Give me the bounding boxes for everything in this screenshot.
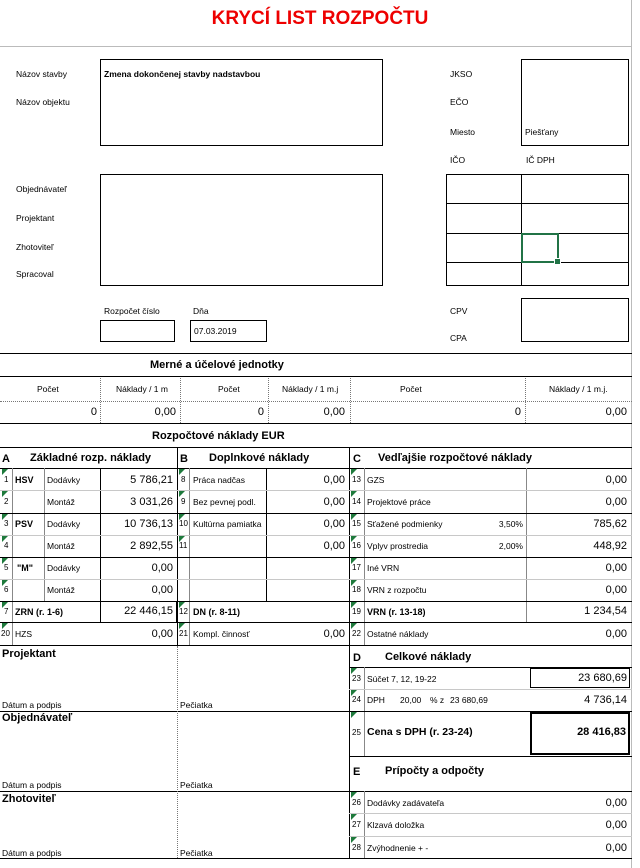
- comment-marker: [351, 514, 357, 520]
- row-num-26: 26: [352, 798, 361, 807]
- row-13-label: GZS: [367, 475, 385, 485]
- row-6-value: 0,00: [151, 584, 173, 596]
- row-num-2: 2: [4, 497, 9, 506]
- naklady1: Náklady / 1 m: [116, 384, 168, 394]
- comment-marker: [179, 491, 185, 497]
- comment-marker: [351, 536, 357, 542]
- row-23-value: 23 680,69: [578, 672, 627, 684]
- row-28-label: Zvýhodnenie + -: [367, 843, 429, 853]
- units-value-5: 0: [514, 406, 521, 418]
- kompl-label: Kompl. činnosť: [193, 629, 250, 639]
- comment-marker: [2, 491, 8, 497]
- section-c-title: Vedľajšie rozpočtové náklady: [378, 452, 533, 464]
- comment-marker: [351, 623, 357, 629]
- bottom-rule: [0, 858, 632, 859]
- comment-marker: [2, 580, 8, 586]
- row-15-value: 785,62: [593, 518, 627, 530]
- dph-rate: 20,00: [400, 695, 422, 705]
- row-26-value: 0,00: [605, 797, 627, 809]
- page-title: KRYCÍ LIST ROZPOČTU: [211, 8, 429, 29]
- eco-label: EČO: [450, 97, 469, 107]
- row-21-value: 0,00: [323, 628, 345, 640]
- row-num-25: 25: [352, 728, 361, 737]
- units-value-2: 0,00: [154, 406, 176, 418]
- row-num-6: 6: [4, 585, 9, 594]
- row-num-27: 27: [352, 820, 361, 829]
- ico-grid-divider: [521, 174, 522, 286]
- nazov-stavby-value: Zmena dokončenej stavby nadstavbou: [104, 69, 261, 79]
- pocet2: Počet: [218, 384, 240, 394]
- montaz-label: Montáž: [47, 541, 75, 551]
- row-16-label: Vplyv prostredia: [367, 541, 428, 551]
- montaz-label: Montáž: [47, 585, 75, 595]
- row-16-percent: 2,00%: [498, 541, 523, 551]
- row-rule-2: [0, 513, 632, 514]
- comment-marker: [179, 514, 185, 520]
- comment-marker: [351, 712, 357, 718]
- row-5-value: 0,00: [151, 562, 173, 574]
- ico-label: IČO: [450, 155, 466, 165]
- section-d-letter: D: [353, 652, 361, 664]
- row-num-11: 11: [179, 541, 188, 550]
- col-c-rule: [349, 447, 350, 858]
- miesto-value: Piešťany: [525, 127, 559, 137]
- m-label: "M": [17, 563, 34, 573]
- pocet1: Počet: [37, 384, 59, 394]
- peciatka-label: Pečiatka: [180, 780, 213, 790]
- row-23-label: Súčet 7, 12, 19-22: [367, 674, 437, 684]
- hsv-label: HSV: [15, 475, 34, 485]
- page-edge: [631, 0, 632, 868]
- hzs-label: HZS: [15, 629, 32, 639]
- zrn-label: ZRN (r. 1-6): [15, 607, 64, 617]
- c-val-rule: [526, 468, 527, 622]
- dodavky-label: Dodávky: [47, 519, 81, 529]
- cpv-label: CPV: [450, 306, 468, 316]
- row-17-value: 0,00: [605, 562, 627, 574]
- units-value-4: 0,00: [323, 406, 345, 418]
- row-num-21: 21: [179, 629, 188, 638]
- dph-z: % z: [430, 695, 445, 705]
- row-num-13: 13: [352, 475, 361, 484]
- row-17-label: Iné VRN: [367, 563, 400, 573]
- row-16-value: 448,92: [593, 540, 627, 552]
- montaz-label: Montáž: [47, 497, 75, 507]
- row-rule-6: [0, 601, 632, 602]
- row-num-19: 19: [352, 607, 361, 616]
- comment-marker: [2, 514, 8, 520]
- row-num-1: 1: [4, 475, 9, 484]
- ic-dph-label: IČ DPH: [526, 155, 555, 165]
- ico-grid-row1: [446, 203, 629, 204]
- comment-marker: [179, 536, 185, 542]
- row-9-label: Bez pevnej podl.: [193, 497, 256, 507]
- row-18-value: 0,00: [605, 584, 627, 596]
- dna-value: 07.03.2019: [194, 326, 237, 336]
- row-num-3: 3: [4, 519, 9, 528]
- comment-marker: [2, 623, 8, 629]
- naklady3: Náklady / 1 m.j.: [549, 384, 608, 394]
- row-num-17: 17: [352, 563, 361, 572]
- cpa-label: CPA: [450, 333, 467, 343]
- row-rule-4: [0, 557, 632, 558]
- row-num-18: 18: [352, 585, 361, 594]
- row-num-15: 15: [352, 519, 361, 528]
- row-num-7: 7: [4, 607, 9, 616]
- jkso-label: JKSO: [450, 69, 473, 79]
- row-15-label: Sťažené podmienky: [367, 519, 443, 529]
- row-num-5: 5: [4, 563, 9, 572]
- comment-marker: [351, 792, 357, 798]
- row-10-label: Kultúrna pamiatka: [193, 519, 262, 529]
- budget-title: Rozpočtové náklady EUR: [152, 430, 285, 442]
- units-title: Merné a účelové jednotky: [150, 359, 284, 371]
- comment-marker: [2, 536, 8, 542]
- parties-box[interactable]: [100, 174, 383, 286]
- row-4-value: 2 892,55: [130, 540, 173, 552]
- row-15-percent: 3,50%: [498, 519, 523, 529]
- row-1-value: 5 786,21: [130, 474, 173, 486]
- units-mid-rule: [0, 401, 632, 402]
- row-27-label: Klzavá doložka: [367, 820, 425, 830]
- section-header-rule: [0, 468, 632, 469]
- e-rule-2: [349, 813, 632, 814]
- comment-marker: [179, 602, 185, 608]
- row-num-24: 24: [352, 695, 361, 704]
- row-num-14: 14: [352, 497, 361, 506]
- comment-marker: [351, 469, 357, 475]
- datum-label: Dátum a podpis: [2, 848, 62, 858]
- row-num-9: 9: [181, 497, 186, 506]
- dodavky-label: Dodávky: [47, 563, 81, 573]
- units-value-6: 0,00: [605, 406, 627, 418]
- objednavatel-label: Objednávateľ: [16, 184, 67, 194]
- units-top-rule: [0, 353, 632, 354]
- col-b-rule: [177, 447, 178, 645]
- row-18-label: VRN z rozpočtu: [367, 585, 427, 595]
- e-num-rule: [364, 791, 365, 858]
- sig-rule-2: [0, 791, 350, 792]
- row-8-value: 0,00: [323, 474, 345, 486]
- psv-label: PSV: [15, 519, 34, 529]
- row-25-value: 28 416,83: [577, 726, 626, 738]
- row-22-label: Ostatné náklady: [367, 629, 429, 639]
- comment-marker: [179, 623, 185, 629]
- row-num-16: 16: [352, 541, 361, 550]
- row-rule-7: [0, 622, 632, 623]
- dna-label: Dňa: [193, 306, 209, 316]
- row-24-value: 4 736,14: [584, 694, 627, 706]
- ico-grid[interactable]: [446, 174, 629, 286]
- row-num-28: 28: [352, 843, 361, 852]
- naklady2: Náklady / 1 m.j: [282, 384, 339, 394]
- row-num-20: 20: [1, 629, 10, 638]
- row-num-8: 8: [181, 475, 186, 484]
- row-rule-8: [0, 645, 632, 646]
- peciatka-label: Pečiatka: [180, 700, 213, 710]
- row-13-value: 0,00: [605, 474, 627, 486]
- rozpocet-cislo-label: Rozpočet číslo: [104, 306, 160, 316]
- row-14-label: Projektové práce: [367, 497, 431, 507]
- comment-marker: [2, 602, 8, 608]
- dph-base: 23 680,69: [450, 695, 488, 705]
- row-7-value: 22 446,15: [124, 605, 173, 617]
- comment-marker: [351, 668, 357, 674]
- section-b-letter: B: [180, 453, 188, 465]
- datum-label: Dátum a podpis: [2, 700, 62, 710]
- section-e-title: Prípočty a odpočty: [385, 765, 485, 777]
- section-a-letter: A: [2, 453, 10, 465]
- units-value-3: 0: [257, 406, 264, 418]
- nazov-stavby-label: Názov stavby: [16, 69, 68, 79]
- row-num-22: 22: [352, 629, 361, 638]
- units-bottom-rule: [0, 423, 632, 424]
- miesto-label: Miesto: [450, 127, 476, 137]
- row-3-value: 10 736,13: [124, 518, 173, 530]
- projektant-label: Projektant: [16, 213, 55, 223]
- units-rule: [0, 376, 632, 377]
- row-22-value: 0,00: [605, 628, 627, 640]
- rozpocet-cislo-field[interactable]: [100, 320, 175, 342]
- comment-marker: [351, 580, 357, 586]
- row-19-value: 1 234,54: [584, 605, 627, 617]
- row-num-4: 4: [4, 541, 9, 550]
- datum-label: Dátum a podpis: [2, 780, 62, 790]
- pocet3: Počet: [400, 384, 422, 394]
- section-c-letter: C: [353, 453, 361, 465]
- row-11-value: 0,00: [323, 540, 345, 552]
- top-rule: [0, 46, 632, 47]
- comment-marker: [351, 814, 357, 820]
- dodavky-label: Dodávky: [47, 475, 81, 485]
- e-rule-1: [349, 791, 632, 792]
- d-rule-2: [349, 689, 632, 690]
- cena-s-dph-label: Cena s DPH (r. 23-24): [367, 726, 473, 738]
- row-num-10: 10: [179, 519, 188, 528]
- row-9-value: 0,00: [323, 496, 345, 508]
- comment-marker: [179, 469, 185, 475]
- sig-objednavatel: Objednávateľ: [2, 712, 73, 724]
- spracoval-label: Spracoval: [16, 269, 54, 279]
- comment-marker: [2, 558, 8, 564]
- row-14-value: 0,00: [605, 496, 627, 508]
- row-rule-1: [0, 490, 632, 491]
- row-2-value: 3 031,26: [130, 496, 173, 508]
- peciatka-label: Pečiatka: [180, 848, 213, 858]
- row-26-label: Dodávky zadávateľa: [367, 798, 445, 808]
- row-20-value: 0,00: [151, 628, 173, 640]
- row-27-value: 0,00: [605, 819, 627, 831]
- vrn-label: VRN (r. 13-18): [367, 607, 426, 617]
- row-num-12: 12: [179, 607, 188, 616]
- comment-marker: [351, 602, 357, 608]
- cpv-box[interactable]: [521, 298, 629, 342]
- dn-label: DN (r. 8-11): [193, 607, 241, 617]
- section-b-title: Doplnkové náklady: [209, 452, 310, 464]
- row-num-23: 23: [352, 674, 361, 683]
- sig-projektant: Projektant: [2, 648, 56, 660]
- comment-marker: [351, 558, 357, 564]
- row-10-value: 0,00: [323, 518, 345, 530]
- row-rule-5: [0, 579, 632, 580]
- zhotovitel-label: Zhotoviteľ: [16, 242, 54, 252]
- row-rule-3: [0, 535, 632, 536]
- row-8-label: Práca nadčas: [193, 475, 245, 485]
- row-28-value: 0,00: [605, 842, 627, 854]
- sig-divider: [177, 646, 178, 858]
- e-rule-3: [349, 836, 632, 837]
- comment-marker: [351, 837, 357, 843]
- section-a-title: Základné rozp. náklady: [30, 452, 152, 464]
- comment-marker: [2, 469, 8, 475]
- section-d-title: Celkové náklady: [385, 651, 472, 663]
- dph-label: DPH: [367, 695, 385, 705]
- section-e-letter: E: [353, 766, 361, 778]
- nazov-objektu-label: Názov objektu: [16, 97, 70, 107]
- selected-cell[interactable]: [521, 233, 559, 263]
- budget-rule: [0, 447, 632, 448]
- comment-marker: [351, 491, 357, 497]
- comment-marker: [351, 690, 357, 696]
- units-value-1: 0: [90, 406, 97, 418]
- sig-zhotovitel: Zhotoviteľ: [2, 793, 56, 805]
- d-rule-4: [349, 756, 632, 757]
